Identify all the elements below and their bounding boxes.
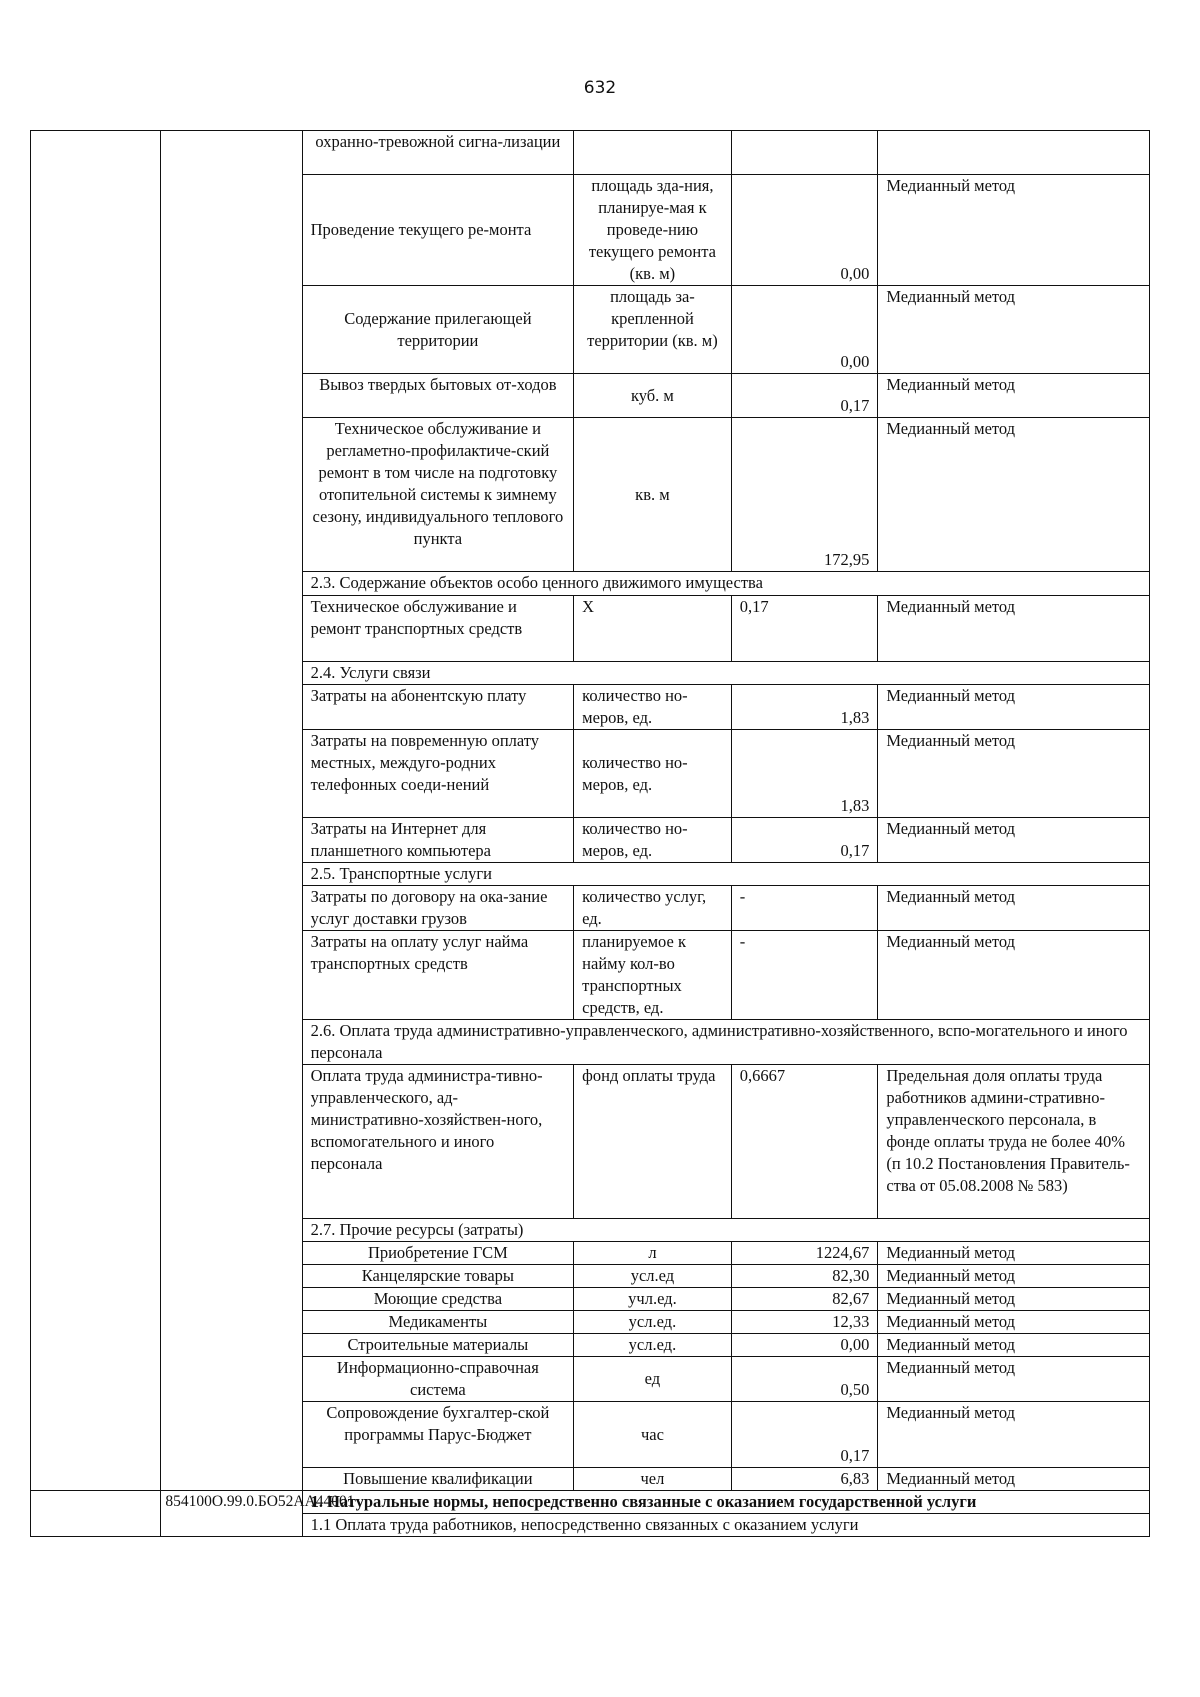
section-title: 2.3. Содержание объектов особо ценного движимого имущества [302, 572, 1149, 596]
value-cell: 82,30 [731, 1265, 878, 1288]
service-code: 854100О.99.0.БО52АА44001 [161, 1491, 302, 1537]
method-cell: Медианный метод [878, 374, 1150, 418]
value-cell: 172,95 [731, 418, 878, 572]
value-cell: 0,17 [731, 1402, 878, 1468]
method-cell [878, 131, 1150, 175]
cost-name: Моющие средства [302, 1288, 574, 1311]
value-cell: 0,6667 [731, 1065, 878, 1219]
method-cell: Медианный метод [878, 1402, 1150, 1468]
value-cell: 82,67 [731, 1288, 878, 1311]
value-cell: 0,50 [731, 1357, 878, 1402]
method-cell: Медианный метод [878, 418, 1150, 572]
unit-cell: количество но-меров, ед. [574, 818, 732, 863]
cost-name: Сопровождение бухгалтер-ской программы Парус-Бюджет [302, 1402, 574, 1468]
method-cell: Медианный метод [878, 1242, 1150, 1265]
cost-name: Приобретение ГСМ [302, 1242, 574, 1265]
cost-name: Строительные материалы [302, 1334, 574, 1357]
value-cell: 0,17 [731, 374, 878, 418]
value-cell: 0,00 [731, 175, 878, 286]
unit-cell: усл.ед [574, 1265, 732, 1288]
cost-name: Техническое обслуживание и регламетно-профилактиче-ский ремонт в том числе на подготовку отопительной системы к зимнему сезону, индивидуального теплового пункта [302, 418, 574, 572]
unit-cell: фонд оплаты труда [574, 1065, 732, 1219]
unit-cell: л [574, 1242, 732, 1265]
unit-cell: кв. м [574, 418, 732, 572]
cost-name: Информационно-справочная система [302, 1357, 574, 1402]
method-cell: Предельная доля оплаты труда работников админи-стративно-управленческого персонала, в фонде оплаты труда не более 40% (п 10.2 Постановления Правитель-ства от 05.08.2008 № 583) [878, 1065, 1150, 1219]
unit-cell: ед [574, 1357, 732, 1402]
cost-name: Медикаменты [302, 1311, 574, 1334]
value-cell: - [731, 886, 878, 931]
unit-cell: куб. м [574, 374, 732, 418]
cost-name: Техническое обслуживание и ремонт транспортных средств [302, 596, 574, 662]
cost-name: Оплата труда администра-тивно-управленческого, ад-министративно-хозяйствен-ного, вспомогательного и иного персонала [302, 1065, 574, 1219]
value-cell: 1224,67 [731, 1242, 878, 1265]
value-cell: 0,17 [731, 596, 878, 662]
table-row [31, 131, 1150, 175]
cost-name: Содержание прилегающей территории [302, 286, 574, 374]
method-cell: Медианный метод [878, 685, 1150, 730]
value-cell: 1,83 [731, 685, 878, 730]
page-number: 632 [583, 78, 617, 98]
cost-name: Повышение квалификации [302, 1468, 574, 1491]
method-cell: Медианный метод [878, 1311, 1150, 1334]
unit-cell: усл.ед. [574, 1334, 732, 1357]
footer-row [31, 1491, 1150, 1514]
cost-name: Затраты на Интернет для планшетного компьютера [302, 818, 574, 863]
section-title: 2.7. Прочие ресурсы (затраты) [302, 1219, 1149, 1242]
unit-cell: планируемое к найму кол-во транспортных средств, ед. [574, 931, 732, 1020]
method-cell: Медианный метод [878, 886, 1150, 931]
blank-column-1 [31, 131, 161, 1491]
method-cell: Медианный метод [878, 596, 1150, 662]
method-cell: Медианный метод [878, 730, 1150, 818]
unit-cell: час [574, 1402, 732, 1468]
cost-name: охранно-тревожной сигна-лизации [302, 131, 574, 175]
unit-cell: учл.ед. [574, 1288, 732, 1311]
value-cell: 0,00 [731, 286, 878, 374]
cost-name: Затраты на оплату услуг найма транспортных средств [302, 931, 574, 1020]
norms-table [30, 130, 1150, 1537]
cost-name: Затраты на абонентскую плату [302, 685, 574, 730]
cost-name: Затраты по договору на ока-зание услуг доставки грузов [302, 886, 574, 931]
value-cell: 1,83 [731, 730, 878, 818]
method-cell: Медианный метод [878, 818, 1150, 863]
cost-name: Канцелярские товары [302, 1265, 574, 1288]
unit-cell: площадь за-крепленной территории (кв. м) [574, 286, 732, 374]
section-title: 2.4. Услуги связи [302, 662, 1149, 685]
value-cell: 0,00 [731, 1334, 878, 1357]
unit-cell: количество но-меров, ед. [574, 730, 732, 818]
blank-footer-cell [31, 1491, 161, 1537]
section-title: 2.6. Оплата труда административно-управленческого, административно-хозяйственного, вспо-могательного и иного персонала [302, 1020, 1149, 1065]
subsection-heading: 1.1 Оплата труда работников, непосредственно связанных с оказанием услуги [302, 1514, 1149, 1537]
value-cell: 12,33 [731, 1311, 878, 1334]
unit-cell: усл.ед. [574, 1311, 732, 1334]
method-cell: Медианный метод [878, 1468, 1150, 1491]
method-cell: Медианный метод [878, 1288, 1150, 1311]
cost-name: Затраты на повременную оплату местных, междуго-родних телефонных соеди-нений [302, 730, 574, 818]
method-cell: Медианный метод [878, 931, 1150, 1020]
method-cell: Медианный метод [878, 1357, 1150, 1402]
cost-name: Вывоз твердых бытовых от-ходов [302, 374, 574, 418]
unit-cell: площадь зда-ния, планируе-мая к проведе-нию текущего ремонта (кв. м) [574, 175, 732, 286]
unit-cell: количество услуг, ед. [574, 886, 732, 931]
section-heading: 1. Натуральные нормы, непосредственно связанные с оказанием государственной услуги [302, 1491, 1149, 1514]
value-cell: - [731, 931, 878, 1020]
unit-cell: количество но-меров, ед. [574, 685, 732, 730]
unit-cell: чел [574, 1468, 732, 1491]
method-cell: Медианный метод [878, 175, 1150, 286]
method-cell: Медианный метод [878, 286, 1150, 374]
unit-cell [574, 131, 732, 175]
unit-cell: Х [574, 596, 732, 662]
value-cell [731, 131, 878, 175]
blank-column-2 [161, 131, 302, 1491]
section-title: 2.5. Транспортные услуги [302, 863, 1149, 886]
value-cell: 6,83 [731, 1468, 878, 1491]
method-cell: Медианный метод [878, 1334, 1150, 1357]
value-cell: 0,17 [731, 818, 878, 863]
cost-name: Проведение текущего ре-монта [302, 175, 574, 286]
method-cell: Медианный метод [878, 1265, 1150, 1288]
